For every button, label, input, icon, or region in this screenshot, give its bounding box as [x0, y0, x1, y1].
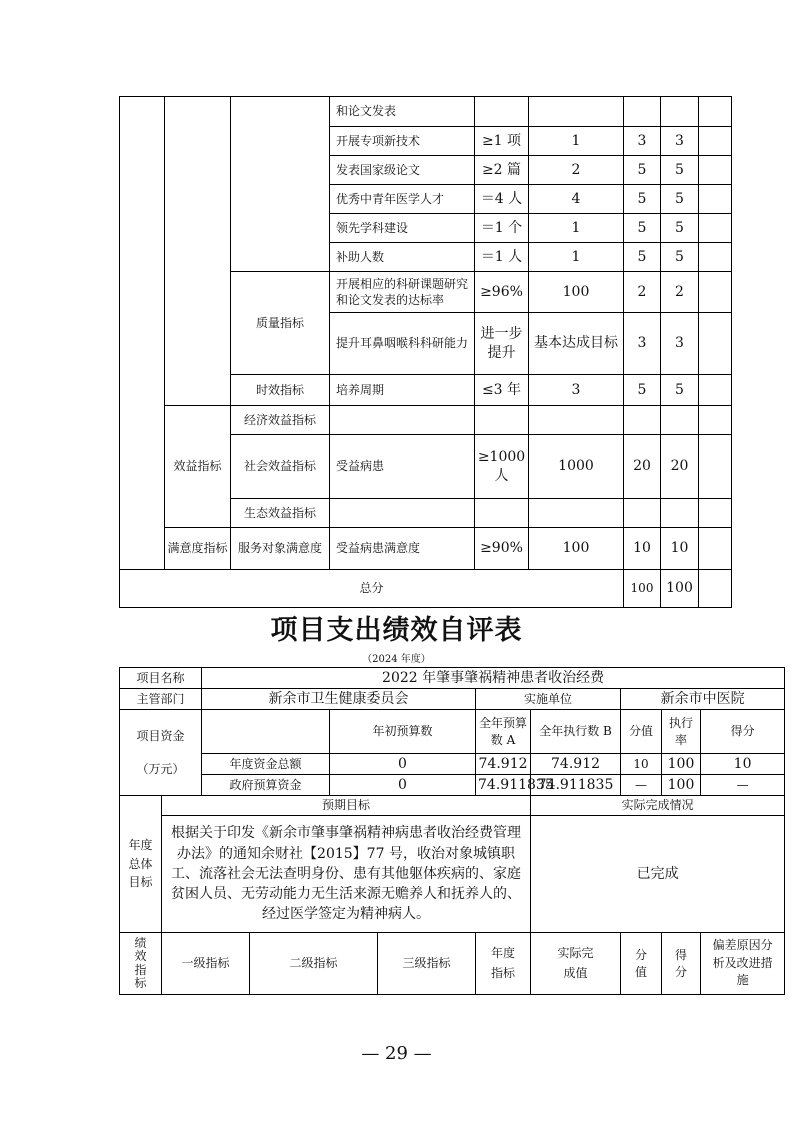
l3-cell: 受益病患满意度 — [330, 528, 475, 570]
reason-cell — [699, 375, 732, 406]
target-cell: ≤3 年 — [475, 375, 529, 406]
project-expenditure-self-evaluation-table — [119, 667, 785, 995]
project-name-value: 2022 年肇事肇祸精神患者收治经费 — [202, 668, 785, 689]
score-cell — [661, 97, 699, 127]
target-cell: ＝1 个 — [475, 214, 529, 243]
target-cell — [475, 97, 529, 127]
level1-cell-output-cont — [120, 97, 165, 570]
reason-cell — [699, 185, 732, 214]
l3-cell: 提升耳鼻咽喉科科研能力 — [330, 313, 475, 375]
target-cell: ≥90% — [475, 528, 529, 570]
target-cell: ＝1 人 — [475, 243, 529, 272]
annual-goal-text: 年度总体目标 — [128, 838, 153, 890]
actual-cell: 基本达成目标 — [529, 313, 624, 375]
actual-value-text: 实际完成值 — [557, 946, 594, 980]
reason-cell — [699, 272, 732, 313]
total-full: 74.912 — [476, 754, 531, 775]
actual-cell: 1 — [529, 243, 624, 272]
score-value-cell — [624, 97, 661, 127]
target-cell: ≥2 篇 — [475, 156, 529, 185]
total-exec: 74.912 — [531, 754, 621, 775]
score-cell: 5 — [661, 243, 699, 272]
header-score-value: 分值 — [621, 710, 662, 754]
year-subtitle: （2024 年度） — [362, 654, 431, 665]
actual-value-header — [531, 933, 621, 995]
actual-completion-text: 已完成 — [531, 816, 785, 933]
total-score: 10 — [701, 754, 785, 775]
target-cell: 进一步提升 — [475, 313, 529, 375]
gov-funds-label: 政府预算资金 — [202, 775, 330, 796]
l3-cell: 领先学科建设 — [330, 214, 475, 243]
total-initial: 0 — [330, 754, 476, 775]
score-value-cell: 5 — [624, 156, 661, 185]
l1-header: 一级指标 — [162, 933, 250, 995]
time-indicator-label: 时效指标 — [231, 375, 330, 406]
total-score-value: 10 — [621, 754, 662, 775]
score-cell: 3 — [661, 313, 699, 375]
ecological-benefit-label: 生态效益指标 — [231, 499, 330, 528]
score-cell: 5 — [661, 185, 699, 214]
header-rate: 执行率 — [662, 710, 701, 754]
gov-full: 74.911835 — [476, 775, 531, 796]
score-value-cell: 10 — [624, 528, 661, 570]
funds-label-line1: 项目资金 — [136, 729, 185, 744]
page-number: — 29 — — [361, 1043, 432, 1064]
actual-cell: 100 — [529, 528, 624, 570]
satisfaction-indicator-label: 满意度指标 — [165, 528, 231, 570]
reason-cell — [699, 570, 732, 608]
score-value-cell: 2 — [624, 272, 661, 313]
gov-initial: 0 — [330, 775, 476, 796]
service-satisfaction-label: 服务对象满意度 — [231, 528, 330, 570]
reason-cell — [699, 528, 732, 570]
deviation-reason-header: 偏差原因分析及改进措施 — [701, 933, 785, 995]
header-full: 全年预算数 A — [476, 710, 531, 754]
dept-value: 新余市卫生健康委员会 — [202, 689, 476, 710]
actual-cell: 100 — [529, 272, 624, 313]
year-target-header — [476, 933, 531, 995]
total-label: 总分 — [120, 570, 624, 608]
social-benefit-label: 社会效益指标 — [231, 435, 330, 499]
reason-cell — [699, 97, 732, 127]
actual-cell: 1 — [529, 214, 624, 243]
l3-cell: 和论文发表 — [330, 97, 475, 127]
reason-cell — [699, 313, 732, 375]
score-value-cell: 20 — [624, 435, 661, 499]
economic-benefit-label: 经济效益指标 — [231, 406, 330, 435]
funds-label — [120, 710, 202, 796]
performance-indicator-table-continued — [119, 96, 732, 608]
header-initial: 年初预算数 — [330, 710, 476, 754]
performance-indicator-section — [120, 933, 162, 995]
score-value-header — [621, 933, 662, 995]
actual-cell — [529, 97, 624, 127]
expected-goal-text: 根据关于印发《新余市肇事肇祸精神病患者收治经费管理办法》的通知余财社【2015】77 号，收治对象城镇职工、流落社会无法查明身份、患有其他躯体疾病的、家庭贫困人员、无劳动能力无生活来源无赡养人和抚养人的、经过医学签定为精神病人。 — [162, 816, 531, 933]
total-score: 100 — [661, 570, 699, 608]
funds-label-line2: （万元） — [136, 761, 185, 776]
gov-score: — — [701, 775, 785, 796]
gov-exec: 74.911835 — [531, 775, 621, 796]
l3-cell: 开展专项新技术 — [330, 127, 475, 156]
dept-label: 主管部门 — [120, 689, 202, 710]
actual-cell: 1 — [529, 127, 624, 156]
impl-value: 新余市中医院 — [621, 689, 785, 710]
target-cell: ＝4 人 — [475, 185, 529, 214]
score-cell: 3 — [661, 127, 699, 156]
l3-cell: 发表国家级论文 — [330, 156, 475, 185]
target-cell: ≥96% — [475, 272, 529, 313]
expected-goal-header: 预期目标 — [162, 796, 531, 816]
l3-cell: 优秀中青年医学人才 — [330, 185, 475, 214]
l2-header: 二级指标 — [250, 933, 378, 995]
reason-cell — [699, 156, 732, 185]
header-exec: 全年执行数 B — [531, 710, 621, 754]
score-cell: 5 — [661, 156, 699, 185]
reason-cell — [699, 127, 732, 156]
total-rate: 100 — [662, 754, 701, 775]
l3-cell: 培养周期 — [330, 375, 475, 406]
score-cell: 20 — [661, 435, 699, 499]
score-header — [662, 933, 701, 995]
score-value-cell: 5 — [624, 243, 661, 272]
score-cell: 10 — [661, 528, 699, 570]
reason-cell — [699, 214, 732, 243]
gov-score-value: — — [621, 775, 662, 796]
l3-cell: 受益病患 — [330, 435, 475, 499]
total-score-value: 100 — [624, 570, 661, 608]
quality-indicator-label: 质量指标 — [231, 272, 330, 375]
gov-rate: 100 — [662, 775, 701, 796]
year-target-text: 年度指标 — [491, 946, 516, 980]
target-cell: ≥1 项 — [475, 127, 529, 156]
total-funds-label: 年度资金总额 — [202, 754, 330, 775]
score-cell: 2 — [661, 272, 699, 313]
actual-cell: 1000 — [529, 435, 624, 499]
project-name-label: 项目名称 — [120, 668, 202, 689]
reason-cell — [699, 435, 732, 499]
annual-goal-label — [120, 796, 162, 933]
l3-cell: 补助人数 — [330, 243, 475, 272]
actual-completion-header: 实际完成情况 — [531, 796, 785, 816]
score-cell: 5 — [661, 375, 699, 406]
score-cell: 5 — [661, 214, 699, 243]
actual-cell: 3 — [529, 375, 624, 406]
level1-sub-cell — [165, 97, 231, 406]
score-value-cell: 5 — [624, 185, 661, 214]
actual-cell: 2 — [529, 156, 624, 185]
score-value-cell: 3 — [624, 127, 661, 156]
performance-indicator-text: 绩效指标 — [134, 936, 147, 990]
score-value-text: 分值 — [635, 948, 648, 979]
impl-label: 实施单位 — [476, 689, 621, 710]
target-cell: ≥1000人 — [475, 435, 529, 499]
page-title: 项目支出绩效自评表 — [270, 615, 523, 646]
quantity-indicator-cell — [231, 97, 330, 272]
actual-cell: 4 — [529, 185, 624, 214]
benefit-indicator-label: 效益指标 — [165, 406, 231, 528]
l3-header: 三级指标 — [378, 933, 476, 995]
score-value-cell: 5 — [624, 214, 661, 243]
score-value-cell: 5 — [624, 375, 661, 406]
header-score: 得分 — [701, 710, 785, 754]
score-text: 得分 — [675, 948, 688, 979]
reason-cell — [699, 243, 732, 272]
l3-cell: 开展相应的科研课题研究和论文发表的达标率 — [330, 272, 475, 313]
score-value-cell: 3 — [624, 313, 661, 375]
